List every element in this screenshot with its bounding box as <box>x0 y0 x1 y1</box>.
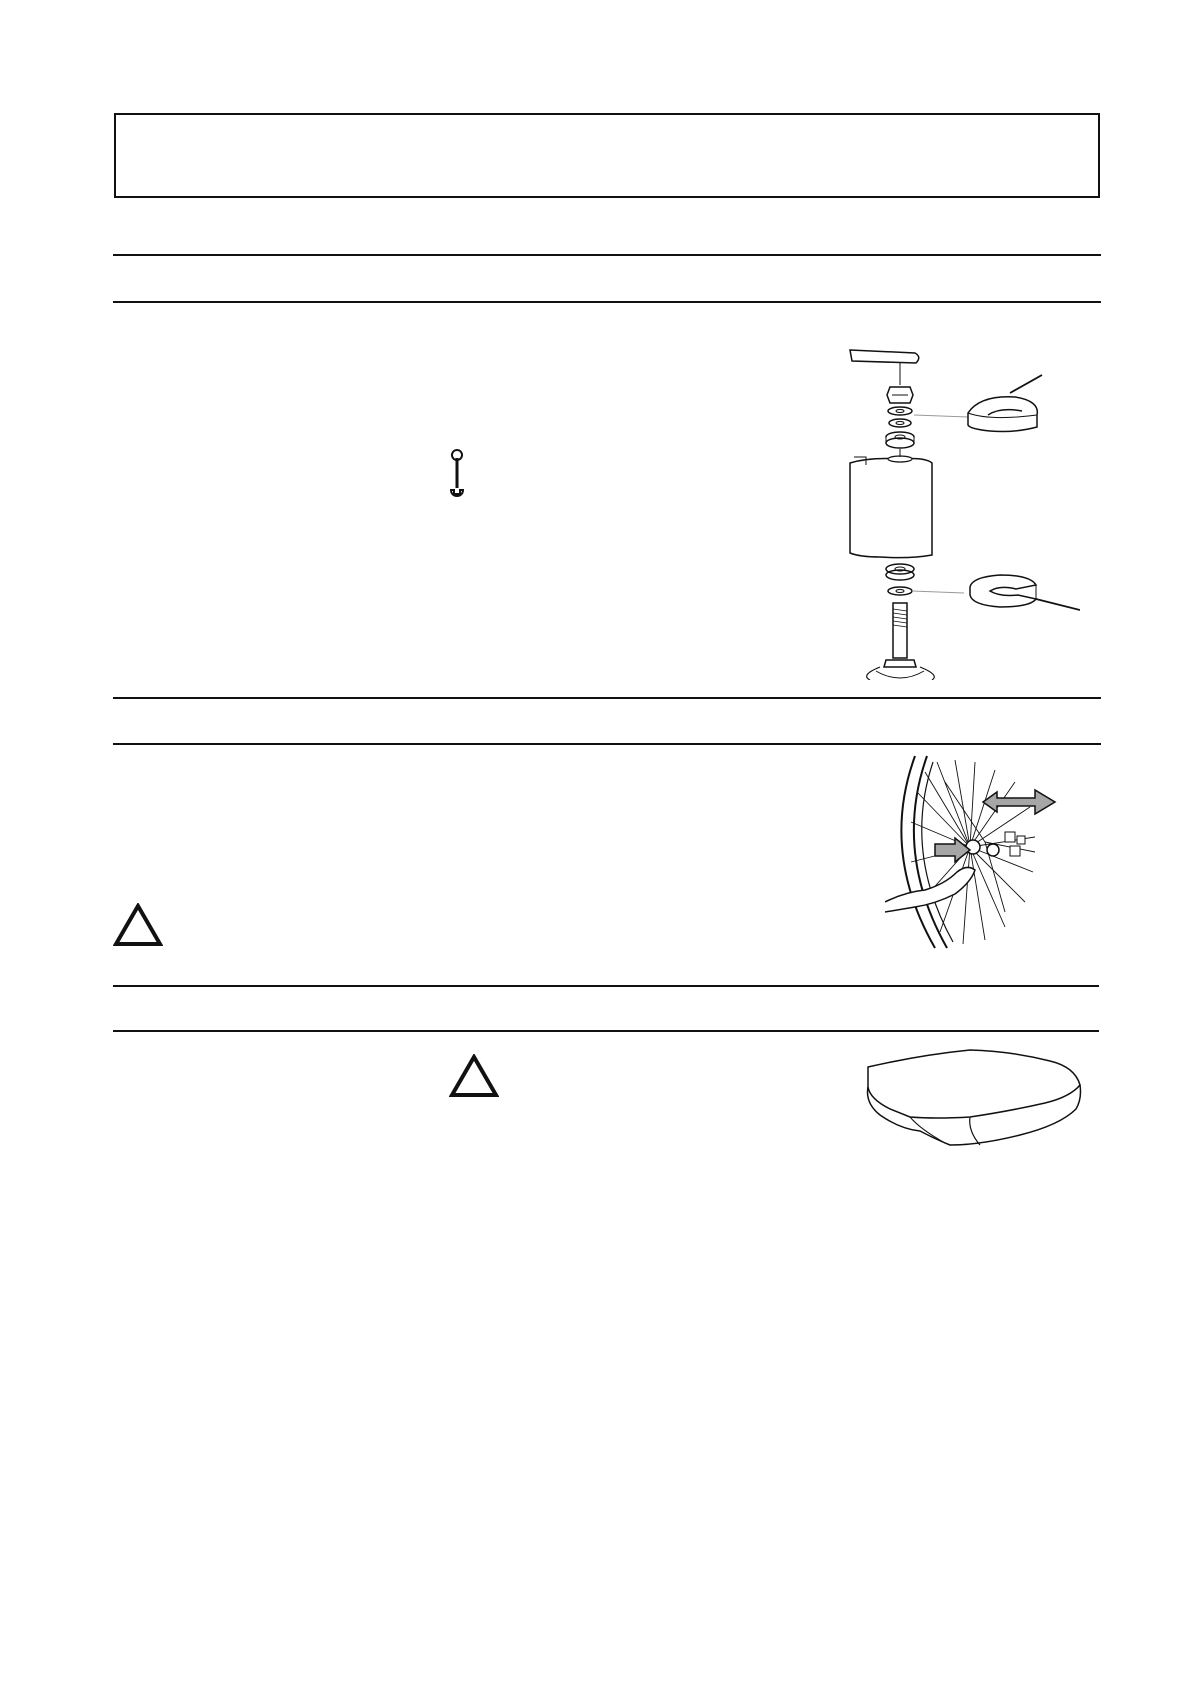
seat-cushion-figure <box>860 1047 1085 1149</box>
wrench-icon <box>445 444 469 504</box>
wheel-release-figure <box>885 752 1065 952</box>
warning-triangle-icon <box>113 903 163 947</box>
section-1-top-rule <box>113 254 1101 256</box>
section-2-top-rule <box>113 697 1101 699</box>
section-1-bottom-rule <box>113 301 1101 303</box>
exploded-axle-figure <box>840 345 1080 680</box>
section-2-bottom-rule <box>113 743 1101 745</box>
warning-triangle-icon <box>449 1054 499 1098</box>
section-3-top-rule <box>113 985 1099 987</box>
section-3-bottom-rule <box>113 1030 1099 1032</box>
header-box <box>114 113 1100 198</box>
